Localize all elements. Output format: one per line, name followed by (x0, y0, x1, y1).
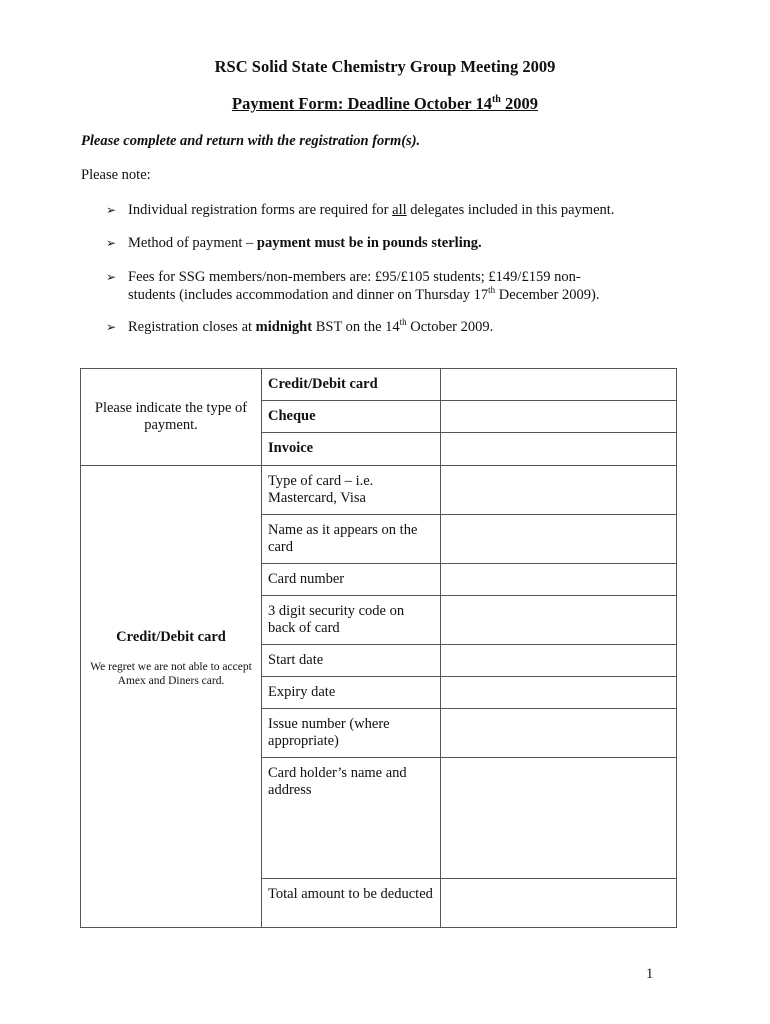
bullet-text: Individual registration forms are required for (128, 202, 393, 218)
field-input-issue-number[interactable] (441, 709, 677, 758)
card-details-heading-cell (81, 466, 262, 928)
field-input-name-on-card[interactable] (441, 515, 677, 564)
field-input-expiry-date[interactable] (441, 677, 677, 709)
bullet-text: delegates included in this payment. (406, 202, 615, 218)
bullet-text: Registration closes at (128, 319, 256, 335)
field-label-security-code: 3 digit security code on back of card (262, 596, 441, 645)
card-restriction-note: We regret we are not able to accept Amex and Diners card. (90, 661, 252, 687)
subtitle-year: 2009 (500, 94, 538, 113)
field-label-total-amount: Total amount to be deducted (262, 879, 441, 928)
field-input-security-code[interactable] (441, 596, 677, 645)
arrow-bullet-icon: ➢ (106, 270, 117, 284)
bullet-bold-text: midnight (255, 319, 313, 335)
card-heading: Credit/Debit card (116, 629, 226, 645)
subtitle-superscript: th (491, 94, 501, 105)
subtitle-main: Payment Form: Deadline October 14 (231, 94, 492, 113)
bullet-bold-text: payment must be in pounds sterling. (256, 235, 482, 251)
field-input-total-amount[interactable] (441, 879, 677, 928)
bullet-text: BST on the 14 (312, 319, 400, 335)
field-label-start-date: Start date (262, 645, 441, 677)
field-input-card-number[interactable] (441, 564, 677, 596)
bullet-text: October 2009. (406, 319, 494, 335)
bullet-superscript: th (399, 317, 407, 327)
instruction-text: Please complete and return with the registration form(s). (81, 133, 421, 149)
field-label-card-type: Type of card – i.e. Mastercard, Visa (262, 466, 441, 515)
field-input-card-type[interactable] (441, 466, 677, 515)
document-title: RSC Solid State Chemistry Group Meeting 2009 (214, 57, 556, 76)
bullet-text: Method of payment – (128, 235, 257, 251)
arrow-bullet-icon: ➢ (106, 236, 117, 250)
payment-table (80, 368, 677, 928)
arrow-bullet-icon: ➢ (106, 203, 117, 217)
payment-type-prompt: Please indicate the type of payment. (81, 369, 262, 466)
field-label-name-on-card: Name as it appears on the card (262, 515, 441, 564)
bullet-underlined-text: all (392, 202, 407, 218)
field-input-card-holder-address[interactable] (441, 758, 677, 879)
option-label-cheque: Cheque (262, 401, 441, 433)
document-subtitle (0, 94, 770, 114)
note-label: Please note: (81, 167, 151, 183)
page-number: 1 (646, 966, 654, 982)
field-label-card-holder-address: Card holder’s name and address (262, 758, 441, 879)
bullet-text: students (includes accommodation and dinner on Thursday 17 (128, 287, 489, 303)
field-label-expiry-date: Expiry date (262, 677, 441, 709)
bullet-superscript: th (488, 285, 496, 295)
option-box-cheque[interactable] (441, 401, 677, 433)
field-label-issue-number: Issue number (where appropriate) (262, 709, 441, 758)
bullet-text: December 2009). (495, 287, 600, 303)
bullet-text: Fees for SSG members/non-members are: £95/£105 students; £149/£159 non- (128, 269, 581, 285)
field-label-card-number: Card number (262, 564, 441, 596)
option-box-credit-debit-card[interactable] (441, 369, 677, 401)
arrow-bullet-icon: ➢ (106, 320, 117, 334)
option-label-credit-debit-card: Credit/Debit card (262, 369, 441, 401)
option-box-invoice[interactable] (441, 433, 677, 466)
option-label-invoice: Invoice (262, 433, 441, 466)
field-input-start-date[interactable] (441, 645, 677, 677)
